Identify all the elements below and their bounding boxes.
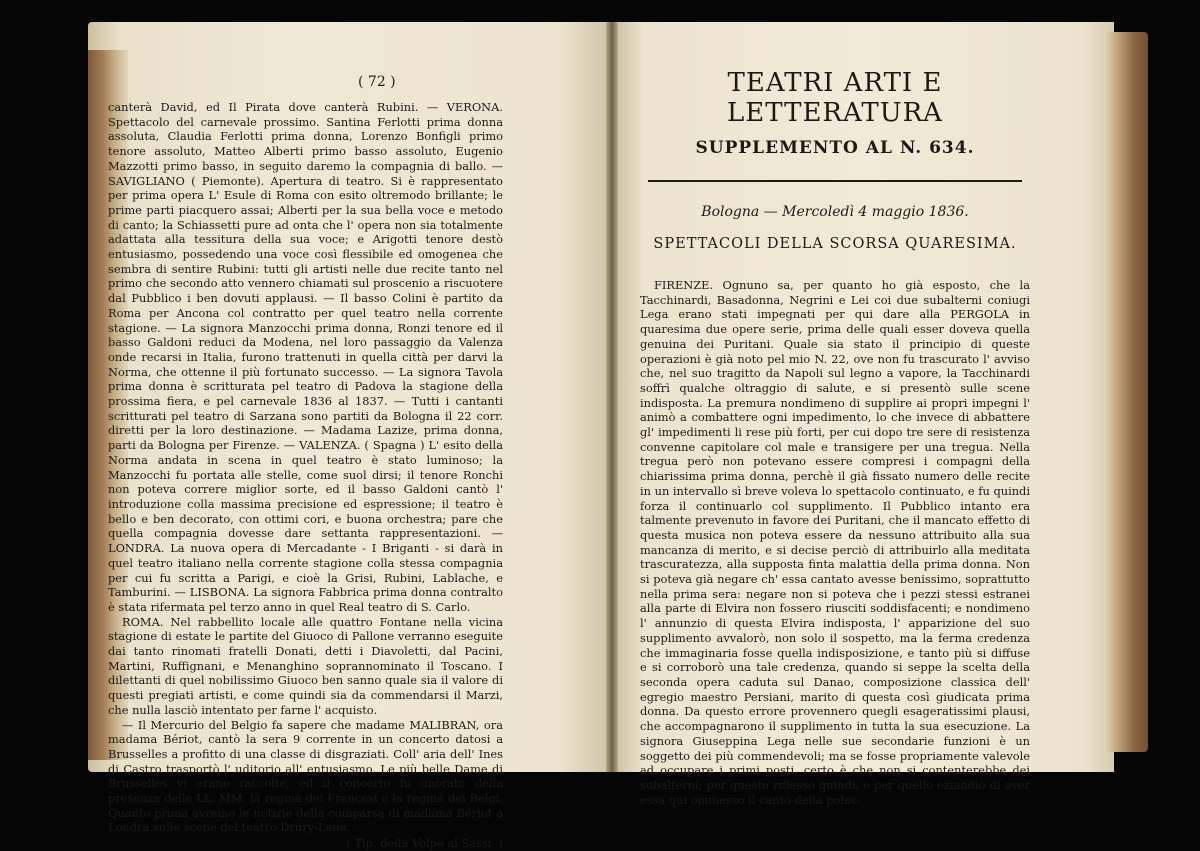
header-rule	[648, 180, 1022, 182]
page-number: ( 72 )	[358, 74, 396, 90]
right-body	[640, 278, 1030, 807]
section-title: SPETTACOLI DELLA SCORSA QUARESIMA.	[653, 236, 1017, 252]
right-column	[640, 62, 1030, 807]
left-paragraph-2: ROMA. Nel rabbellito locale alle quattro Fontane nella vicina stagione di estate le partite del Giuoco di Pallone verranno eseguite dai tanto rinomati fratelli Donati, detti i Diavoletti, dal Pacini, Martini, Ruffignani, e Menanghino soprannominato il Toscano. I dilettanti di quel nobilissimo Giuoco ben sanno quale sia il valore di questi pregiati artisti, e come quindi sia da commendarsi il Marzi, che nulla lasciò intentato per farne l' acquisto.	[108, 614, 503, 717]
left-column	[108, 100, 503, 851]
dateline: Bologna — Mercoledì 4 maggio 1836.	[701, 204, 969, 220]
left-paragraph-3: — Il Mercurio del Belgio fa sapere che madame MALIBRAN, ora madama Bériot, cantò la sera 9 corrente in un concerto datosi a Brusselles a profitto di una classe di disgraziati. Coll' aria dell' Ines di Castro trasportò l' uditorio all' entusiasmo. Le più belle Dame di Brusselles vi erano raccolte, ed il concerto fu onorato della presenza delle LL. MM. la regina dei Francesi e la regina dei Belgi. Quanto prima avremo le notizie della comparsa di madama Bériot a Londra sulle scene del teatro Drury-Lane.	[108, 717, 503, 835]
printer-imprint: ( Tip. della Volpe al Sassi. )	[346, 836, 503, 851]
right-cover-edge	[1104, 32, 1148, 752]
book-gutter	[606, 22, 618, 772]
supplement-heading: SUPPLEMENTO AL N. 634.	[695, 138, 975, 158]
left-paragraph-1: canterà David, ed Il Pirata dove canterà Rubini. — VERONA. Spettacolo del carnevale prossimo. Santina Ferlotti prima donna assoluta, Claudia Ferlotti prima donna, Lorenzo Bonfigli primo tenore assoluto, Matteo Alberti primo basso assoluto, Eugenio Mazzotti primo basso, in seguito daremo la compagnia di ballo. — SAVIGLIANO ( Piemonte). Apertura di teatro. Si è rappresentato per prima opera L' Esule di Roma con esito oltremodo brillante; le prime parti piacquero assai; Alberti per la sua bella voce e metodo di canto; la Schiassetti pure ad onta che l' opera non sia totalmente adattata alla tessitura della sua voce; e Arigotti tenore destò entusiasmo, possedendo una voce così flessibile ed omogenea che sembra di sentire Rubini: tutti gli artisti nelle due recite tanto nel primo che secondo atto vennero chiamati sul proscenio a riscuotere dal Pubblico i ben dovuti applausi. — Il basso Colini è partito da Roma per Ancona col contratto per quel teatro nella corrente stagione. — La signora Manzocchi prima donna, Ronzi tenore ed il basso Galdoni reduci da Modena, nel loro passaggio da Valenza onde recarsi in Italia, furono trattenuti in quella città per darvi la Norma, che ottenne il più fortunato successo. — La signora Tavola prima donna è scritturata pel teatro di Padova la stagione della prossima fiera, e pel carnevale 1836 al 1837. — Tutti i cantanti scritturati pel teatro di Sarzana sono partiti da Bologna il 22 corr. diretti per la loro destinazione. — Madama Lazize, prima donna, parti da Bologna per Firenze. — VALENZA. ( Spagna ) L' esito della Norma andata in scena in quel teatro è stato luminoso; la Manzocchi fu portata alle stelle, come suol dirsi; il tenore Ronchi non poteva correre miglior sorte, ed il basso Galdoni cantò l' introduzione colla massima precisione ed espressione; il teatro è bello e ben decorato, con ottimi cori, e buona orchestra; pare che quella compagnia dovesse dare settanta rappresentazioni. — LONDRA. La nuova opera di Mercadante - I Briganti - si darà in quel teatro italiano nella corrente stagione colla stessa compagnia per cui fu scritta a Parigi, e cioè la Grisi, Rubini, Lablache, e Tamburini. — LISBONA. La signora Fabbrica prima donna contralto è stata rifermata pel terzo anno in quel Real teatro di S. Carlo.	[108, 100, 503, 614]
masthead-title: TEATRI ARTI E LETTERATURA	[727, 68, 943, 128]
right-paragraph: FIRENZE. Ognuno sa, per quanto ho già esposto, che la Tacchinardi, Basadonna, Negrini e Lei coi due subalterni coniugi Lega erano stati impegnati per qui dare alla PERGOLA in quaresima due opere serie, prima delle quali esser doveva quella genuina dei Puritani. Quale sia stato il principio di queste operazioni è già noto pel mio N. 22, ove non fu trascurato l' avviso che, nel suo tragitto da Napoli sul legno a vapore, la Tacchinardi soffrì qualche oltraggio di salute, e si presentò sulle scene indisposta. La premura nondimeno di supplire ai propri impegni l' animò a combattere ogni impedimento, lo che invece di abbattere gl' impedimenti li rese più forti, per cui dopo tre sere di resistenza convenne capitolare col male e transigere per una tregua. Nella tregua però non potevano essere compresi i compagni della chiarissima prima donna, perchè il già fissato numero delle recite in un intervallo sì breve voleva lo spettacolo continuato, e fu quindi forza il continuarlo col supplimento. Il Pubblico intanto era talmente prevenuto in favore dei Puritani, che il mancato effetto di questa musica non poteva essere da nessuno attribuito alla sua mancanza di merito, e si decise perciò di attribuirlo alla meditata trascuratezza, alla supposta finta malattia della prima donna. Non si poteva già negare ch' essa cantato avesse benissimo, soprattutto nella prima sera: negare non si poteva che i pezzi stessi estranei alla parte di Elvira non fossero riusciti soddisfacenti; e nondimeno l' annunzio di questa Elvira indisposta, l' apparizione del suo supplimento avvalorò, non solo il sospetto, ma la ferma credenza che immaginaria fosse quella indisposizione, e tanto più si diffuse e si corroborò una tale credenza, quando si seppe la scelta della seconda opera caduta sul Danao, composizione classica dell' egregio maestro Persiani, marito di questa così giudicata prima donna. Da questo errore provennero quegli esageratissimi plausi, che accompagnarono il supplimento in tutta la sua esecuzione. La signora Giuseppina Lega nelle sue secondarie funzioni è un soggetto dei più commendevoli; ma se fosse propriamente valevole ad occupare i primi posti, certo è che non si contenterebbe dei subalterni; per questo riflesso quindi, e per quello eziandio di aver essa qui ommesso il canto della polac-	[640, 278, 1030, 807]
